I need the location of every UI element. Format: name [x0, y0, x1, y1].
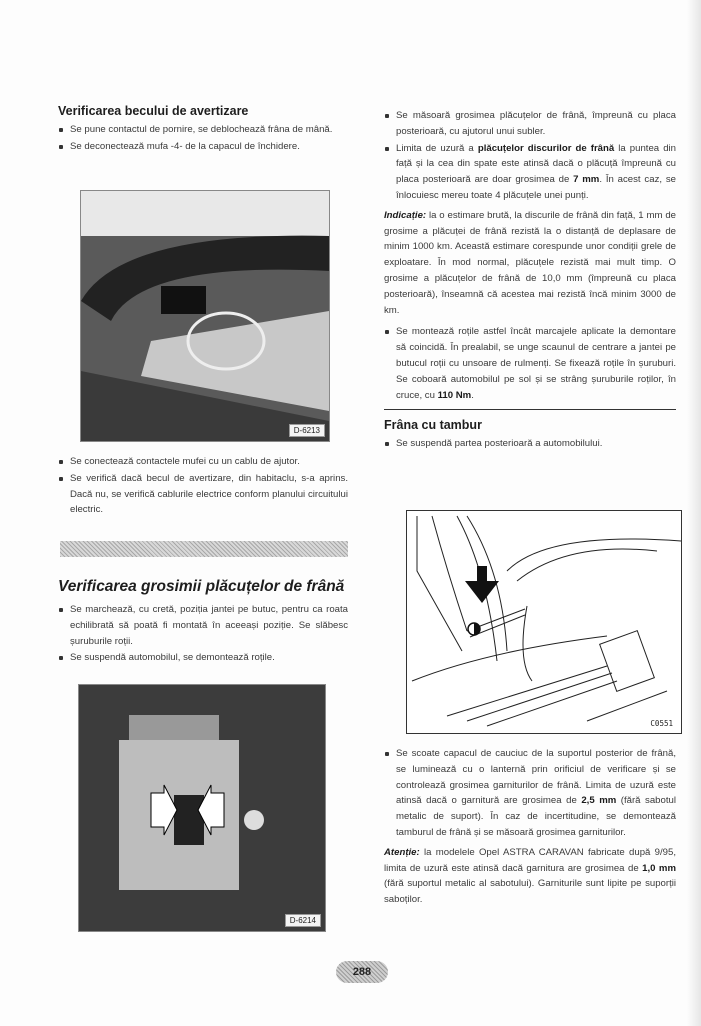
measurement-steps	[384, 108, 676, 204]
left-column-mid	[58, 454, 348, 519]
note-label: Indicație:	[384, 209, 427, 221]
list-item: Se suspendă partea posterioară a automobilului.	[384, 436, 676, 452]
pad-thickness-steps	[58, 602, 348, 666]
warning-bulb-steps	[58, 122, 348, 155]
photo-connector-illustration	[81, 191, 329, 441]
page-number-badge	[336, 961, 388, 983]
list-item: Se marchează, cu cretă, poziția jantei pe butuc, pentru ca roata echilibrată să poată fi montată în aceeași poziție. Se slăbesc șuruburile roții.	[58, 602, 348, 649]
list-item: Se conectează contactele mufei cu un cablu de ajutor.	[58, 454, 348, 470]
right-column-top	[384, 108, 676, 453]
section-title-pad-thickness: Verificarea grosimii plăcuțelor de frână	[58, 578, 345, 595]
list-item: Se deconectează mufa -4- de la capacul de închidere.	[58, 139, 348, 155]
page-edge-shadow	[687, 0, 701, 1026]
figure-code: D-6214	[285, 914, 321, 927]
warning-bulb-steps-continued	[58, 454, 348, 518]
left-column-top	[58, 104, 348, 156]
list-item: Se măsoară grosimea plăcuțelor de frână, împreună cu placa posterioară, cu ajutorul unui subler.	[384, 108, 676, 140]
drum-brake-line-art	[407, 511, 681, 733]
section-divider-bar	[60, 541, 348, 557]
figure-code: C0551	[646, 718, 677, 729]
photo-connector	[80, 190, 330, 442]
left-column-bottom	[58, 578, 348, 667]
note-paragraph: Indicație: la o estimare brută, la discurile de frână din față, 1 mm de grosime a plăcuței de frână rezistă la o distanță de deplasare de minim 1000 km. Această estimare corespunde unor condiții grele de exploatare. În mod normal, plăcuțele rezistă mai mult timp. O grosime a plăcuțelor de frână de 10,0 mm (împreună cu placa posterioară), înseamnă că acestea mai rezistă încă minim 3000 de km.	[384, 209, 676, 316]
figure-code: D-6213	[289, 424, 325, 437]
section-title-warning-bulb: Verificarea becului de avertizare	[58, 104, 249, 118]
page-number: 288	[352, 966, 372, 978]
drum-brake-steps	[384, 436, 676, 452]
photo-brake-caliper	[78, 684, 326, 932]
list-item: Se scoate capacul de cauciuc de la suportul posterior de frână, se luminează cu o lanternă prin orificiul de verificare și se controlează grosimea garniturilor de frână. Limita de uzură este atinsă dacă o garnitură are grosimea de 2,5 mm (fără sabotul metalic de suport). În caz de incertitudine, se demontează tamburul de frână și se măsoară grosimea garniturilor.	[384, 746, 676, 841]
drum-brake-inspection-steps	[384, 746, 676, 841]
list-item: Se verifică dacă becul de avertizare, din habitaclu, s-a aprins. Dacă nu, se verifică cablurile electrice conform planului circuitului electric.	[58, 471, 348, 518]
warning-paragraph: Atenție: la modelele Opel ASTRA CARAVAN fabricate după 9/95, limita de uzură este atinsă dacă garnitura are grosimea de 1,0 mm (fără suportul metalic al sabotului). Garniturile sunt lipite pe suporții saboților.	[384, 846, 676, 906]
warning-label: Atenție:	[384, 846, 420, 858]
drum-brake-drawing	[406, 510, 682, 734]
section-title-drum-brake: Frâna cu tambur	[384, 418, 482, 433]
section-rule	[384, 409, 676, 410]
list-item: Se suspendă automobilul, se demontează roțile.	[58, 650, 348, 666]
list-item: Se montează roțile astfel încât marcajele aplicate la demontare să coincidă. În prealabil, se unge scaunul de centrare a jantei pe butucul roții cu unsoare de rulmenți. Se fixează roțile în șuruburi. Se coboară automobilul pe sol și se strâng șuruburile roților, în cruce, cu 110 Nm.	[384, 324, 676, 403]
list-item: Se pune contactul de pornire, se deblochează frâna de mână.	[58, 122, 348, 138]
photo-caliper-illustration	[79, 685, 325, 931]
right-column-bottom	[384, 746, 676, 914]
reassembly-steps	[384, 324, 676, 403]
list-item: Limita de uzură a plăcuțelor discurilor de frână la puntea din față și la cea din spate este atinsă dacă o plăcuță împreună cu placa posterioară are doar grosimea de 7 mm. În acest caz, se înlocuiesc mereu toate 4 plăcuțele unei punți.	[384, 141, 676, 204]
